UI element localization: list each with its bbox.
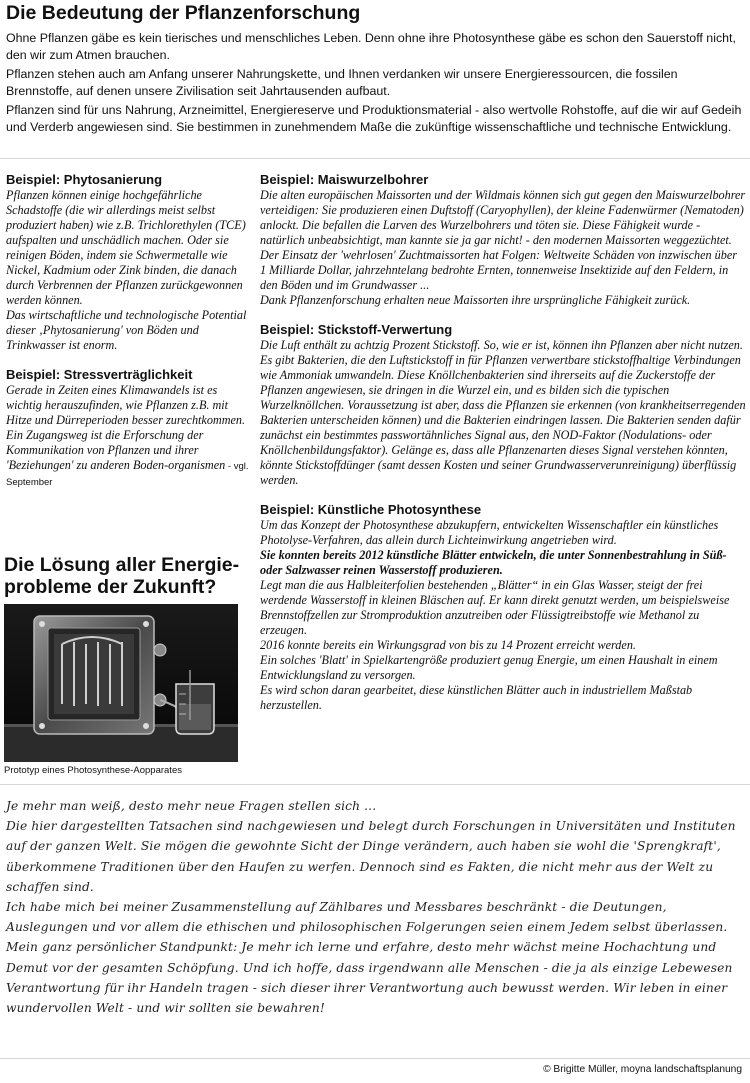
- copyright-credit: © Brigitte Müller, moyna landschaftsplanung: [543, 1064, 742, 1075]
- section-text: [260, 518, 746, 713]
- example-maiswurzelbohrer: [260, 172, 746, 308]
- section-text: Die Luft enthält zu achtzig Prozent Stickstoff. So, wie er ist, können ihn Pflanzen aber nicht nutzen. Es gibt Bakterien, die den Luftstickstoff in für Pflanzen verwertbare stickstoffhaltige Verbindungen wie Ammoniak umwandeln. Diese Knöllchenbakterien sind ihrerseits auf die Zuckerstoffe der Pflanzen angewiesen, sie dringen in die Wurzel ein, und es bilden sich die typischen Wurzelknöllchen. Voraussetzung ist aber, dass die Pflanzen sie erkennen (von krankheitserregenden Bakterien unterscheiden können) und die Bakterien eindringen lassen. Die Bakterien senden dafür zunächst ein bestimmtes passwortähnliches Signal aus, den NOD-Faktor (Nodulations- oder Knöllchenbildungsfaktor). Gelänge es, dass alle Pflanzenarten dieses Signal verstehen könnten, könnte Stickstoffdünger (samt dessen Kosten und seiner Grundwasserverunreinigung) überflüssig werden.: [260, 338, 746, 487]
- photosynthesis-apparatus-image: [4, 604, 238, 762]
- right-column: [260, 172, 746, 727]
- section-text: [6, 383, 251, 490]
- personal-statement: [6, 796, 746, 1018]
- section-text-part: Legt man die aus Halbleiterfolien bestehenden „Blätter“ in ein Glas Wasser, steigt der frei werdende Wasserstoff in kleinen Bläschen auf. Er kann direkt genutzt werden, um beispielsweise Brennstoffzellen zur Stromproduktion anzutreiben oder Flüssigtreibstoffe wie Methanol zu erzeugen. 2016 konnte bereits ein Wirkungsgrad von bis zu 14 Prozent erreicht werden. Ein solches 'Blatt' in Spielkartengröße produziert genug Energie, um einen Haushalt in einem Entwicklungsland zu versorgen. Es wird schon daran gearbeitet, diese künstlichen Blätter auch in industriellem Maßstab herzustellen.: [260, 578, 730, 712]
- section-heading: Beispiel: Stressverträglichkeit: [6, 367, 193, 382]
- section-text-body: Gerade in Zeiten eines Klimawandels ist es wichtig herauszufinden, wie Pflanzen z.B. mit Hitze und Dürreperioden besser zurechtkommen. Ein Zugangsweg ist die Erforschung der Kommunikation von Pflanzen und ihrer 'Beziehungen' zu anderen Boden-organismen: [6, 383, 246, 472]
- intro-paragraph: Pflanzen sind für uns Nahrung, Arzneimittel, Energiereserve und Produktionsmaterial - also wertvolle Rohstoffe, auf die wir auf Gedeih und Verderb angewiesen sind. Sie bestimmen in zunehmendem Maße die zukünftige wissenschaftliche und technische Entwicklung.: [6, 103, 742, 134]
- source-reference: - vgl. September: [6, 461, 249, 488]
- divider: [0, 158, 750, 159]
- section-heading: Beispiel: Maiswurzelbohrer: [260, 172, 429, 187]
- intro-paragraph: Ohne Pflanzen gäbe es kein tierisches und menschliches Leben. Denn ohne ihre Photosynthese gäbe es schon den Sauerstoff nicht, den wir zum Atmen brauchen.: [6, 31, 736, 62]
- photo-caption: Prototyp eines Photosynthese-Aopparates: [4, 765, 182, 776]
- intro-paragraph: Pflanzen stehen auch am Anfang unserer Nahrungskette, und Ihnen verdanken wir unsere Energieressourcen, die fossilen Brennstoffe, auf denen unsere Zivilisation seit Jahrtausenden aufbaut.: [6, 67, 678, 98]
- divider: [0, 784, 750, 785]
- example-kuenstliche-photosynthese: [260, 502, 746, 713]
- handwritten-text: Je mehr man weiß, desto mehr neue Fragen stellen sich ... Die hier dargestellten Tatsachen sind nachgewiesen und belegt durch Forschungen in Universitäten und Instituten auf der ganzen Welt. Sie mögen die gewohnte Sicht der Dinge verändern, auch haben sie wohl die 'Sprengkraft', überkommene Traditionen über den Haufen zu werfen. Dennoch sind es Fakten, die nicht mehr aus der Welt zu schaffen sind. Ich habe mich bei meiner Zusammenstellung auf Zählbares und Messbares beschränkt - die Deutungen, Auslegungen und vor allem die ethischen und philosophischen Folgerungen seien einem Jedem selbst überlassen. Mein ganz persönlicher Standpunkt: Je mehr ich lerne und erfahre, desto mehr wächst meine Hochachtung und Demut vor der gesamten Schöpfung. Und ich hoffe, dass irgendwann alle Menschen - die ja als einzige Lebewesen Verantwortung für ihr Handeln tragen - sich dieser ihrer Verantwortung auch bewusst werden. Wir leben in einer wundervollen Welt - und wir sollten sie bewahren!: [6, 799, 736, 1016]
- section-heading: Beispiel: Künstliche Photosynthese: [260, 502, 482, 517]
- section-text: Die alten europäischen Maissorten und der Wildmais können sich gut gegen den Maiswurzelbohrer verteidigen: Sie produzieren einen Duftstoff (Caryophyllen), der kleine Fadenwürmer (Nematoden) anlockt. Die befallen die Larven des Wurzelbohrers und töten sie. Diese Fähigkeit wurde - natürlich unbeabsichtigt, man kannte sie ja gar nicht! - den modernen Maissorten weggezüchtet. Der Einsatz der 'wehrlosen' Zuchtmaissorten hat Folgen: Weltweite Schäden von inzwischen über 1 Milliarde Dollar, jahrzehntelang bedrohte Ernten, tonnenweise Insektizide auf den Feldern, in den Böden und im Grundwasser ... Dank Pflanzenforschung erhalten neue Maissorten ihre ursprüngliche Fähigkeit zurück.: [260, 188, 746, 307]
- intro-section: [6, 30, 744, 139]
- example-phytosanierung: [6, 172, 251, 353]
- page-title: Die Bedeutung der Pflanzenforschung: [6, 2, 361, 24]
- example-stressvertraeglichkeit: [6, 367, 251, 490]
- section-heading: Beispiel: Phytosanierung: [6, 172, 163, 187]
- left-column: [6, 172, 251, 504]
- section-text: Pflanzen können einige hochgefährliche Schadstoffe (die wir allerdings meist selbst produziert haben) wie z.B. Trichlorethylen (TCE) aufspalten und unschädlich machen. Oder sie reinigen Böden, indem sie Schwermetalle wie Nickel, Kadmium oder Zink binden, die danach durch Verbrennen der Pflanzen zurückgewonnen werden können. Das wirtschaftliche und technologische Potential dieser ‚Phytosanierung' von Böden und Trinkwasser ist enorm.: [6, 188, 247, 352]
- highlighted-statement: Sie konnten bereits 2012 künstliche Blätter entwickeln, die unter Sonnenbestrahlung in Süß- oder Salzwasser reinen Wasserstoff produzieren.: [260, 548, 727, 577]
- divider: [0, 1058, 750, 1059]
- section-text-part: Um das Konzept der Photosynthese abzukupfern, entwickelten Wissenschaftler ein künstliches Photolyse-Verfahren, das allein durch Lichteinwirkung angetrieben wird.: [260, 518, 719, 547]
- prototype-photo: [4, 604, 238, 762]
- energy-heading: Die Lösung aller Energie-probleme der Zukunft?: [4, 554, 240, 598]
- example-stickstoff: [260, 322, 746, 488]
- section-heading: Beispiel: Stickstoff-Verwertung: [260, 322, 453, 337]
